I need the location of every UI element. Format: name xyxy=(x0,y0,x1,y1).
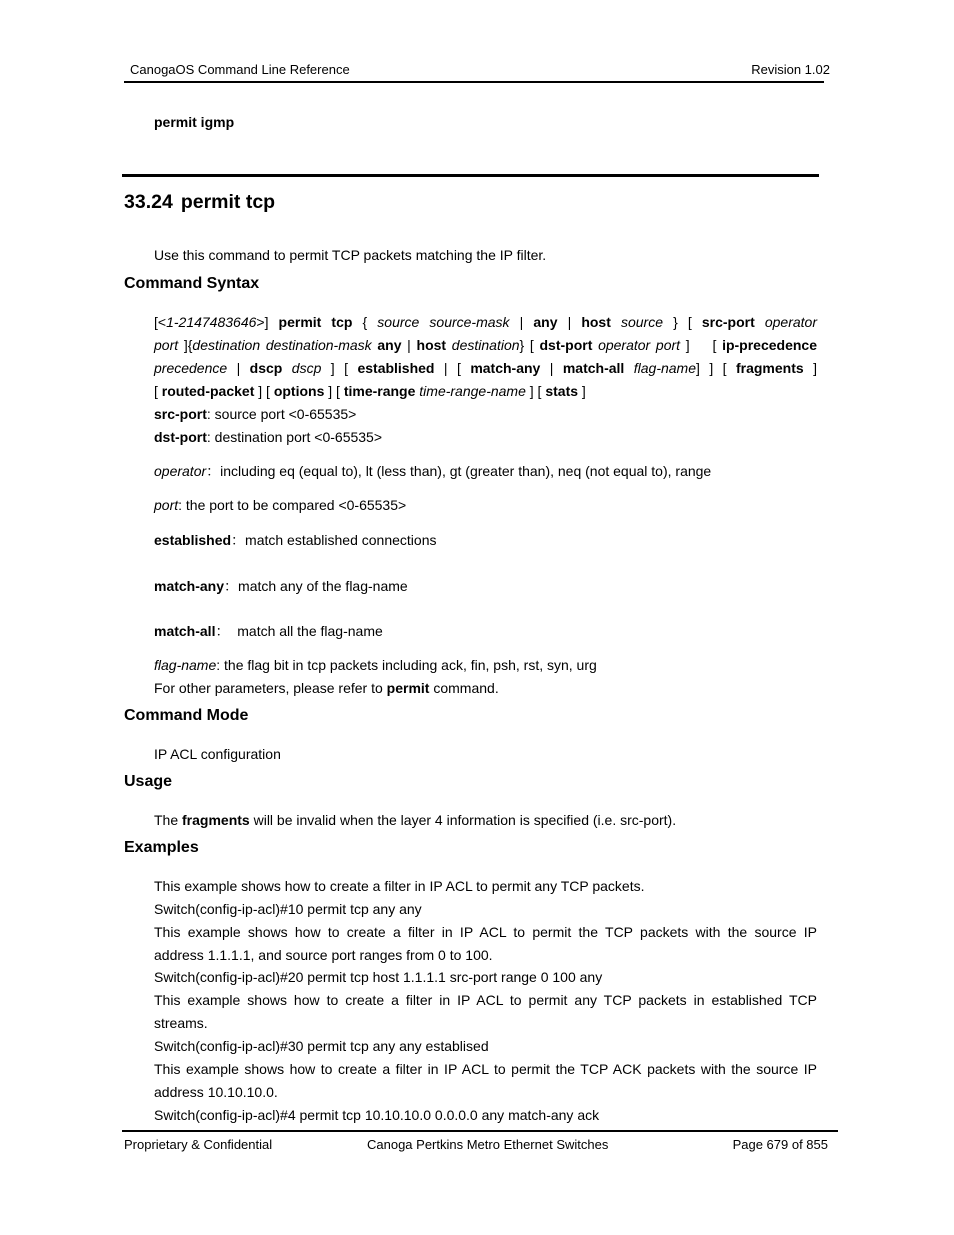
heading-command-mode: Command Mode xyxy=(124,707,249,724)
intro-text: Use this command to permit TCP packets matching the IP filter. xyxy=(154,247,547,263)
mode-text: IP ACL configuration xyxy=(154,746,281,762)
example-1-desc: This example shows how to create a filter in IP ACL to permit any TCP packets. xyxy=(154,878,645,894)
heading-command-syntax: Command Syntax xyxy=(124,275,260,292)
example-2-command: Switch(config-ip-acl)#20 permit tcp host 1.1.1.1 src-port range 0 100 any xyxy=(154,969,603,985)
footer-rule xyxy=(122,1130,838,1132)
example-3-desc-line-1: This example shows how to create a filter in IP ACL to permit any TCP packets in established TCP xyxy=(154,992,817,1008)
syntax-line-3: precedence | dscp dscp ] [ established | [ match-any | match-all flag-name] ] [ fragments ] xyxy=(154,360,817,376)
example-3-desc-line-2: streams. xyxy=(154,1015,208,1031)
param-dst-port: dst-port: destination port <0-65535> xyxy=(154,429,383,445)
footer-confidential: Proprietary & Confidential xyxy=(124,1137,273,1152)
param-match-all: match-all： match all the flag-name xyxy=(154,623,383,639)
footer-product: Canoga Pertkins Metro Ethernet Switches xyxy=(367,1137,609,1152)
param-port: port: the port to be compared <0-65535> xyxy=(154,497,407,513)
header-revision: Revision 1.02 xyxy=(751,62,830,77)
example-2-desc-line-1: This example shows how to create a filter in IP ACL to permit the TCP packets with the source IP xyxy=(154,924,817,940)
section-title: permit tcp xyxy=(180,191,276,213)
example-4-desc-line-2: address 10.10.10.0. xyxy=(154,1084,278,1100)
example-3-command: Switch(config-ip-acl)#30 permit tcp any any establised xyxy=(154,1038,489,1054)
syntax-line-4: [ routed-packet ] [ options ] [ time-range time-range-name ] [ stats ] xyxy=(154,383,586,399)
param-match-any: match-any：match any of the flag-name xyxy=(154,578,408,594)
syntax-line-2: port ]{destination destination-mask any | host destination} [ dst-port operator port ] [ ip-precedence xyxy=(154,337,817,353)
usage-text: The fragments will be invalid when the layer 4 information is specified (i.e. src-port). xyxy=(154,812,677,828)
example-4-command: Switch(config-ip-acl)#4 permit tcp 10.10.10.0 0.0.0.0 any match-any ack xyxy=(154,1107,600,1123)
header-doc-title: CanogaOS Command Line Reference xyxy=(130,62,350,77)
param-src-port: src-port: source port <0-65535> xyxy=(154,406,357,422)
section-heading xyxy=(124,191,275,214)
heading-examples: Examples xyxy=(124,839,199,856)
section-number: 33.24 xyxy=(124,191,173,213)
prev-section-tail: permit igmp xyxy=(154,114,235,130)
section-rule xyxy=(122,174,819,177)
param-established: established：match established connections xyxy=(154,532,437,548)
example-4-desc-line-1: This example shows how to create a filter in IP ACL to permit the TCP ACK packets with the source IP xyxy=(154,1061,817,1077)
param-other-note: For other parameters, please refer to permit command. xyxy=(154,680,499,696)
param-flag-name: flag-name: the flag bit in tcp packets including ack, fin, psh, rst, syn, urg xyxy=(154,657,597,673)
example-2-desc-line-2: address 1.1.1.1, and source port ranges from 0 to 100. xyxy=(154,947,493,963)
header-rule xyxy=(124,81,824,83)
example-1-command: Switch(config-ip-acl)#10 permit tcp any any xyxy=(154,901,422,917)
heading-usage: Usage xyxy=(124,773,173,790)
footer-page-number: Page 679 of 855 xyxy=(732,1137,828,1152)
syntax-line-1: [<1-2147483646>] permit tcp { source source-mask | any | host source } [ src-port operator xyxy=(154,314,818,330)
param-operator: operator：including eq (equal to), lt (less than), gt (greater than), neq (not equal to), range xyxy=(154,463,712,479)
